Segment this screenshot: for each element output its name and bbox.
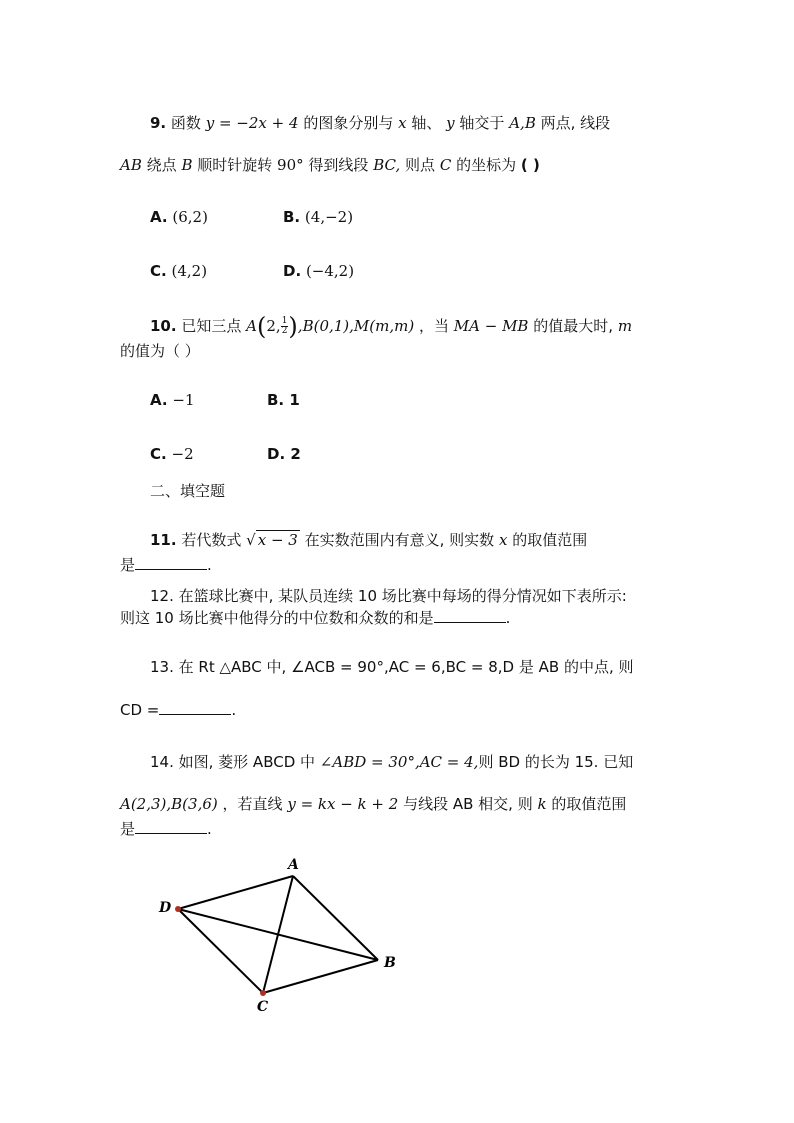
q9-text5: 两点, 线段 <box>540 114 611 132</box>
q10-option-c-label: C. <box>150 445 167 463</box>
q15-text4: 与线段 AB 相交, 则 <box>403 795 533 813</box>
q9-option-b <box>283 207 353 227</box>
q10-paren-close: ) <box>288 312 298 341</box>
q12-text: 则这 10 场比赛中他得分的中位数和众数的和是 <box>120 609 434 627</box>
q12-end: . <box>505 609 511 627</box>
q9-line1 <box>150 113 610 133</box>
q9-text2: 的图象分别与 <box>303 114 394 132</box>
q11-line1 <box>150 530 587 550</box>
q9-text1: 函数 <box>170 114 201 132</box>
q15-k: k <box>537 795 547 813</box>
q11-line2 <box>120 555 212 575</box>
edge-cd <box>178 909 263 993</box>
q9-option-d-label: D. <box>283 262 302 280</box>
q10-option-d: D. 2 <box>267 445 301 463</box>
q9-c: C <box>439 156 452 174</box>
q9-b: B <box>181 156 193 174</box>
q9-equation: y = −2x + 4 <box>205 114 299 132</box>
q9-text6: 绕点 <box>146 156 177 174</box>
q10-text1: 已知三点 <box>181 317 242 335</box>
q10-option-c-value: −2 <box>171 445 194 463</box>
q10-line2 <box>120 341 200 361</box>
q9-text3: 轴、 <box>411 114 442 132</box>
q9-option-c <box>150 261 207 281</box>
q10-option-c <box>150 444 194 464</box>
q11-text4: 是 <box>120 556 136 574</box>
q10-m: m <box>617 317 633 335</box>
q9-number: 9. <box>150 114 167 132</box>
q15-text6: 是 <box>120 820 136 838</box>
q14-line2 <box>120 794 626 814</box>
q9-option-d-value: (−4,2) <box>305 262 355 280</box>
q9-option-d <box>283 261 354 281</box>
q9-line2 <box>120 155 540 175</box>
q15-text5: 的取值范围 <box>551 795 627 813</box>
q11-text1: 若代数式 <box>181 531 242 549</box>
point-d-dot <box>175 906 181 912</box>
edge-ab <box>293 876 378 960</box>
q9-degree: 90° <box>277 156 304 174</box>
q10-option-a-label: A. <box>150 391 168 409</box>
q14-text1: 14. 如图, 菱形 ABCD 中 <box>150 753 316 771</box>
q10-line1 <box>150 312 632 341</box>
point-c-dot <box>260 990 266 996</box>
q12-answer-blank[interactable] <box>434 608 506 623</box>
q10-frac-den: 2 <box>281 326 288 336</box>
q9-option-b-value: (4,−2) <box>304 208 354 226</box>
label-b: B <box>384 955 396 971</box>
q14-text2: 则 BD 的长为 15. 已知 <box>478 753 634 771</box>
q10-expression: MA − MB <box>453 317 529 335</box>
q13-text: CD = <box>120 701 160 719</box>
q9-bracket: ( ) <box>520 156 540 174</box>
q10-paren-open: ( <box>257 312 267 341</box>
q15-line-equation: y = kx − k + 2 <box>287 795 399 813</box>
q10-option-a <box>150 390 195 410</box>
label-a: A <box>288 857 299 873</box>
q11-radicand: x − 3 <box>257 531 298 549</box>
q10-point-a: A <box>246 317 257 335</box>
q9-text8: 得到线段 <box>308 156 369 174</box>
q10-option-a-value: −1 <box>172 391 195 409</box>
q15-end: . <box>207 820 212 838</box>
q13-line1: 13. 在 Rt △ABC 中, ∠ACB = 90°,AC = 6,BC = 8,D 是 AB 的中点, 则 <box>150 658 634 676</box>
q10-points-rest: ,B(0,1),M(m,m) <box>297 317 415 335</box>
q9-ab: A,B <box>509 114 536 132</box>
q11-sqrt: √ x − 3 <box>246 531 298 549</box>
q10-number: 10. <box>150 317 177 335</box>
q14-equation: ∠ABD = 30°,AC = 4, <box>319 753 479 771</box>
label-c: C <box>257 999 269 1015</box>
label-d: D <box>159 900 172 916</box>
q13-end: . <box>231 701 237 719</box>
q11-text2: 在实数范围内有意义, 则实数 <box>304 531 495 549</box>
q9-seg: AB <box>120 156 142 174</box>
q10-text3: 的值最大时, <box>533 317 614 335</box>
q15-text3: ，若直线 <box>222 795 283 813</box>
diagonal-bd <box>178 909 378 960</box>
q10-option-b: B. 1 <box>267 391 300 409</box>
q9-option-a <box>150 207 208 227</box>
q9-option-c-label: C. <box>150 262 167 280</box>
q10-a-x: 2, <box>266 317 281 335</box>
q10-frac-num: 1 <box>281 316 288 326</box>
q9-option-a-label: A. <box>150 208 168 226</box>
q11-text3: 的取值范围 <box>512 531 588 549</box>
q11-number: 11. <box>150 531 177 549</box>
q9-bc: BC, <box>373 156 401 174</box>
q9-text7: 顺时针旋转 <box>197 156 273 174</box>
q11-x: x <box>498 531 508 549</box>
q9-y: y <box>446 114 455 132</box>
edge-da <box>178 876 293 909</box>
q9-text9: 则点 <box>405 156 436 174</box>
q9-option-a-value: (6,2) <box>172 208 208 226</box>
q13-line2 <box>120 700 236 720</box>
q9-x: x <box>398 114 407 132</box>
q14-line1 <box>150 752 633 772</box>
q11-end: . <box>207 556 212 574</box>
q12-line1: 12. 在篮球比赛中, 某队员连续 10 场比赛中每场的得分情况如下表所示: <box>150 587 627 605</box>
q9-option-c-value: (4,2) <box>171 262 208 280</box>
edge-bc <box>263 960 378 993</box>
rhombus-figure <box>150 850 410 1020</box>
q10-text2: ，当 <box>418 317 449 335</box>
q9-option-b-label: B. <box>283 208 301 226</box>
q15-answer-blank[interactable] <box>135 819 207 834</box>
q14-line3 <box>120 819 212 839</box>
q13-answer-blank[interactable] <box>159 700 231 715</box>
section-heading: 二、填空题 <box>150 482 226 500</box>
q12-line2 <box>120 608 510 628</box>
q15-points: A(2,3),B(3,6) <box>120 795 218 813</box>
q10-text4: 的值为（ ） <box>120 342 200 360</box>
q9-text4: 轴交于 <box>459 114 505 132</box>
q9-text10: 的坐标为 <box>456 156 517 174</box>
q11-answer-blank[interactable] <box>135 555 207 570</box>
